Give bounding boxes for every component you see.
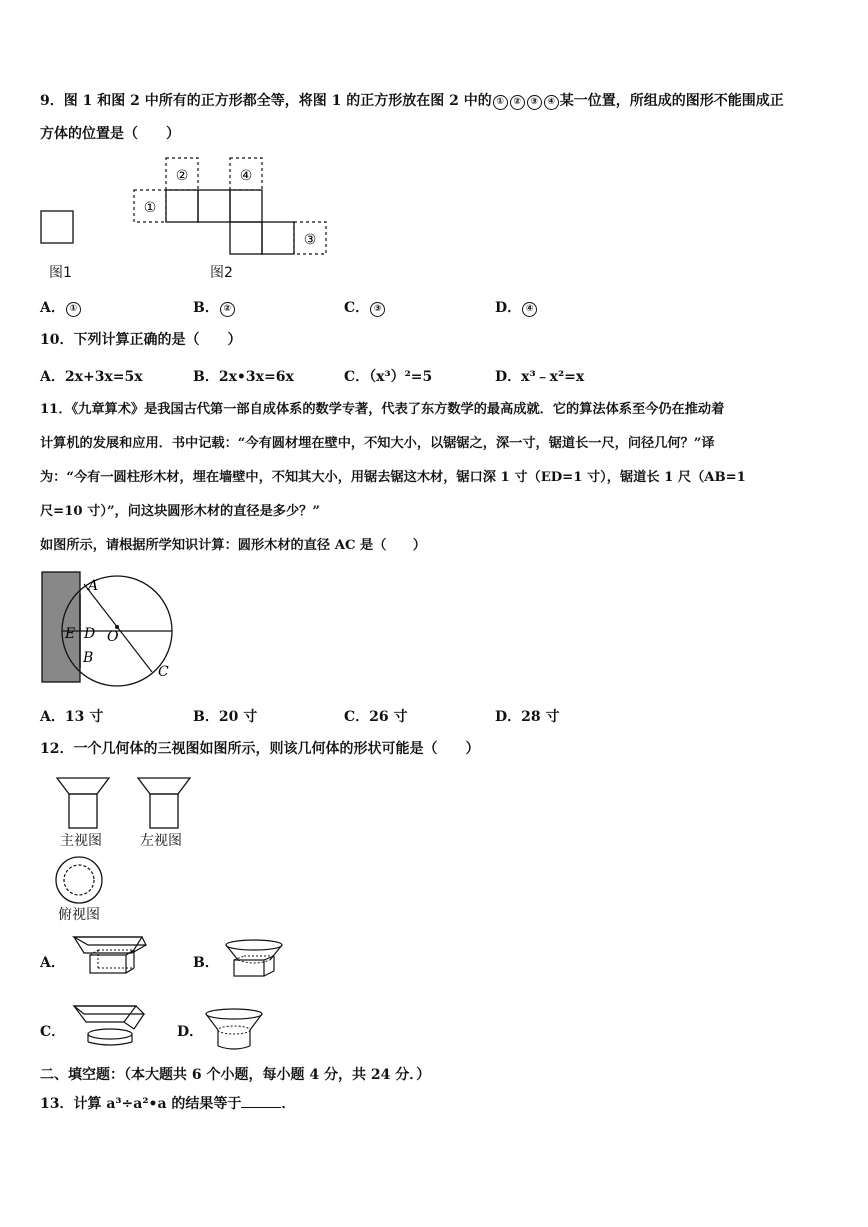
q12-option-b-shape[interactable] [222, 938, 290, 980]
point-o-label: O [107, 629, 119, 645]
q12-top-view [54, 855, 106, 907]
q11-stem-line5: 如图所示，请根据所学知识计算：圆形木材的直径 AC 是（ ） [40, 538, 426, 553]
q9-option-a[interactable]: A． ① [40, 297, 82, 317]
q12-option-a-shape[interactable] [70, 933, 150, 978]
q11-stem-line4: 尺=10 寸）”，问这块圆形木材的直径是多少？” [40, 504, 320, 519]
q10-option-d[interactable]: D．x³﹣x²=x [495, 369, 585, 385]
q10-option-a[interactable]: A．2x+3x=5x [40, 369, 143, 385]
point-e-label: E [65, 626, 76, 642]
q9-figure-2 [130, 155, 330, 260]
section-2-heading: 二、填空题：（本大题共 6 个小题，每小题 4 分，共 24 分．） [40, 1067, 431, 1083]
q12-option-b-key[interactable]: B． [193, 955, 219, 971]
q11-option-a[interactable]: A．13 寸 [40, 709, 104, 725]
q12-option-c-shape[interactable] [70, 1002, 150, 1048]
q12-stem: 12．一个几何体的三视图如图所示，则该几何体的形状可能是（ ） [40, 741, 480, 757]
point-d-label: D [84, 626, 96, 642]
q11-stem-line3: 为：“今有一圆柱形木材，埋在墙壁中，不知其大小，用锯去锯这木材，锯口深 1 寸（ED=1 寸），锯道长 1 尺（AB=1 [40, 470, 746, 485]
q12-side-view [136, 776, 196, 832]
q9-option-b[interactable]: B． ② [193, 297, 236, 317]
point-c-label: C [158, 664, 169, 680]
q12-top-view-label: 俯视图 [58, 907, 100, 923]
q11-option-c[interactable]: C．26 寸 [344, 709, 408, 725]
fig2-mark-2: ② [175, 168, 189, 184]
q12-side-view-label: 左视图 [140, 833, 182, 849]
q12-option-d-shape[interactable] [202, 1006, 270, 1056]
q10-stem: 10．下列计算正确的是（ ） [40, 332, 242, 348]
point-b-label: B [83, 650, 94, 666]
point-a-label: A [88, 578, 99, 594]
q12-option-c-key[interactable]: C． [40, 1024, 66, 1040]
q9-stem-line1: 9．图 1 和图 2 中所有的正方形都全等，将图 1 的正方形放在图 2 中的 ① ② ③ ④ 某一位置，所组成的图形不能围成正 [40, 93, 784, 109]
q13-answer-blank[interactable] [241, 1095, 281, 1108]
q11-option-d[interactable]: D．28 寸 [495, 709, 560, 725]
q12-option-a-key[interactable]: A． [40, 955, 65, 971]
q10-option-c[interactable]: C．（x³）²=5 [344, 369, 433, 385]
q12-front-view-label: 主视图 [60, 833, 102, 849]
q11-stem-line2: 计算机的发展和应用．书中记载：“今有圆材埋在壁中，不知大小，以锯锯之，深一寸，锯道长一尺，问径几何？”译 [40, 436, 715, 451]
fig2-mark-4: ④ [239, 168, 253, 184]
fig2-mark-1: ① [143, 200, 157, 216]
fig2-mark-3: ③ [303, 232, 317, 248]
q12-option-d-key[interactable]: D． [177, 1024, 204, 1040]
q11-stem-line1: 11．《九章算术》是我国古代第一部自成体系的数学专著，代表了东方数学的最高成就．它的算法体系至今仍在推动着 [40, 402, 725, 417]
q12-front-view [55, 776, 115, 832]
q11-circle-figure [40, 570, 185, 685]
q9-figure-1 [40, 210, 76, 246]
q9-figure-1-label: 图1 [49, 265, 72, 281]
q9-stem-line2: 方体的位置是（ ） [40, 126, 180, 142]
q9-option-d[interactable]: D． ④ [495, 297, 538, 317]
q9-option-c[interactable]: C． ③ [344, 297, 386, 317]
q9-figure-2-label: 图2 [210, 265, 233, 281]
q10-option-b[interactable]: B．2x•3x=6x [193, 369, 294, 385]
q11-option-b[interactable]: B．20 寸 [193, 709, 258, 725]
q13-stem: 13．计算 a³÷a²•a 的结果等于 ． [40, 1096, 296, 1112]
